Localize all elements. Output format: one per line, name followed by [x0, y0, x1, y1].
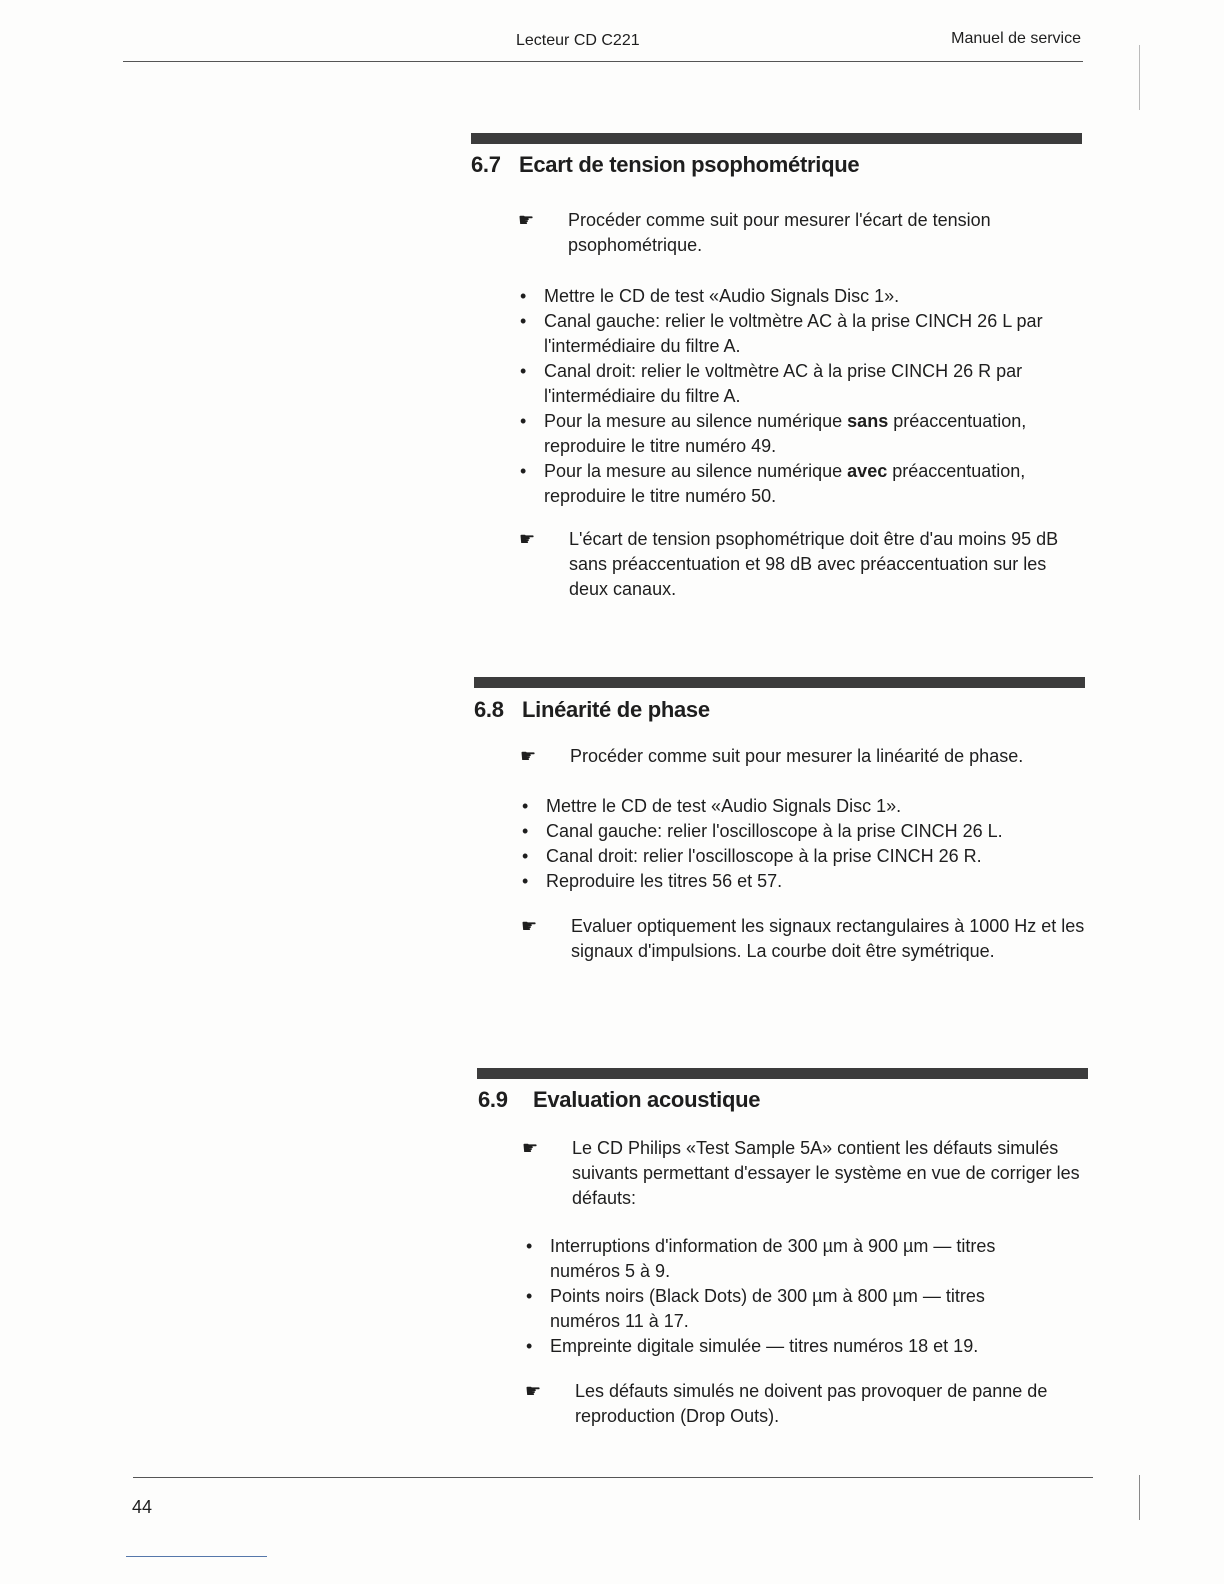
note-text: Procéder comme suit pour mesurer l'écart de tension psophométrique.	[568, 210, 991, 255]
text-run: Pour la mesure au silence numérique	[544, 411, 848, 431]
section-number: 6.7	[471, 152, 501, 177]
pointing-hand-icon: ☛	[525, 1381, 542, 1401]
list-item	[518, 409, 1064, 459]
list-item: • Canal gauche: relier l'oscilloscope à la prise CINCH 26 L.	[520, 819, 1066, 844]
page-number: 44	[132, 1497, 153, 1517]
list-item: • Interruptions d'information de 300 µm à 900 µm — titres numéros 5 à 9.	[524, 1234, 1034, 1284]
section-bar-6-8	[474, 677, 1085, 688]
list-item: • Mettre le CD de test «Audio Signals Disc 1».	[520, 794, 1066, 819]
bullet-list	[524, 1234, 1034, 1359]
header-divider	[123, 61, 1083, 62]
section-number: 6.9	[478, 1087, 508, 1112]
note-text: L'écart de tension psophométrique doit être d'au moins 95 dB sans préaccentuation et 98 dB avec préaccentuation sur les deux canaux.	[569, 529, 1059, 599]
note-intro	[522, 1136, 1087, 1211]
section-title: Ecart de tension psophométrique	[519, 152, 860, 177]
list-item: • Points noirs (Black Dots) de 300 µm à 800 µm — titres numéros 11 à 17.	[524, 1284, 1034, 1334]
pointing-hand-icon: ☛	[518, 210, 535, 230]
note-text: Les défauts simulés ne doivent pas provoquer de panne de reproduction (Drop Outs).	[575, 1381, 1048, 1426]
note-intro	[520, 744, 1070, 769]
section-title: Linéarité de phase	[522, 697, 710, 722]
section-title: Evaluation acoustique	[533, 1087, 761, 1112]
note-intro	[518, 208, 1038, 258]
bullet-list	[518, 284, 1064, 509]
list-item: • Canal gauche: relier le voltmètre AC à la prise CINCH 26 L par l'intermédiaire du filtre A.	[518, 309, 1064, 359]
section-bar-6-9	[477, 1068, 1088, 1079]
header-title: Lecteur CD C221	[516, 32, 640, 49]
list-item: • Mettre le CD de test «Audio Signals Disc 1».	[518, 284, 1064, 309]
note-text: Evaluer optiquement les signaux rectangulaires à 1000 Hz et les signaux d'impulsions. La courbe doit être symétrique.	[571, 916, 1085, 961]
note-text: Le CD Philips «Test Sample 5A» contient les défauts simulés suivants permettant d'essayer le système en vue de corriger les défauts:	[572, 1138, 1080, 1208]
scan-artifact-line	[126, 1556, 267, 1557]
pointing-hand-icon: ☛	[522, 1138, 539, 1158]
list-item	[518, 459, 1064, 509]
note-conclusion	[519, 527, 1086, 602]
scan-edge-mark	[1139, 45, 1140, 110]
text-run: préaccentuation, reproduire le titre numéro 49.	[544, 411, 1027, 456]
footer-divider	[133, 1477, 1093, 1478]
pointing-hand-icon: ☛	[520, 746, 537, 766]
list-item: • Canal droit: relier l'oscilloscope à la prise CINCH 26 R.	[520, 844, 1066, 869]
emphasis: avec	[847, 461, 888, 481]
note-conclusion	[525, 1379, 1087, 1429]
emphasis: sans	[847, 411, 889, 431]
list-item: • Canal droit: relier le voltmètre AC à la prise CINCH 26 R par l'intermédiaire du filtre A.	[518, 359, 1064, 409]
list-item: • Empreinte digitale simulée — titres numéros 18 et 19.	[524, 1334, 1034, 1359]
note-conclusion	[521, 914, 1088, 964]
section-heading-6-7	[471, 152, 859, 178]
section-heading-6-8	[474, 697, 710, 723]
list-item: • Reproduire les titres 56 et 57.	[520, 869, 1066, 894]
scan-edge-mark	[1139, 1475, 1140, 1520]
header-doc-type: Manuel de service	[951, 30, 1081, 47]
pointing-hand-icon: ☛	[519, 529, 536, 549]
text-run: Pour la mesure au silence numérique	[544, 461, 848, 481]
section-bar-6-7	[471, 133, 1082, 144]
note-text: Procéder comme suit pour mesurer la linéarité de phase.	[570, 746, 1024, 766]
section-heading-6-9	[478, 1087, 760, 1113]
section-number: 6.8	[474, 697, 504, 722]
pointing-hand-icon: ☛	[521, 916, 538, 936]
text-run: préaccentuation, reproduire le titre numéro 50.	[544, 461, 1026, 506]
bullet-list	[520, 794, 1066, 894]
